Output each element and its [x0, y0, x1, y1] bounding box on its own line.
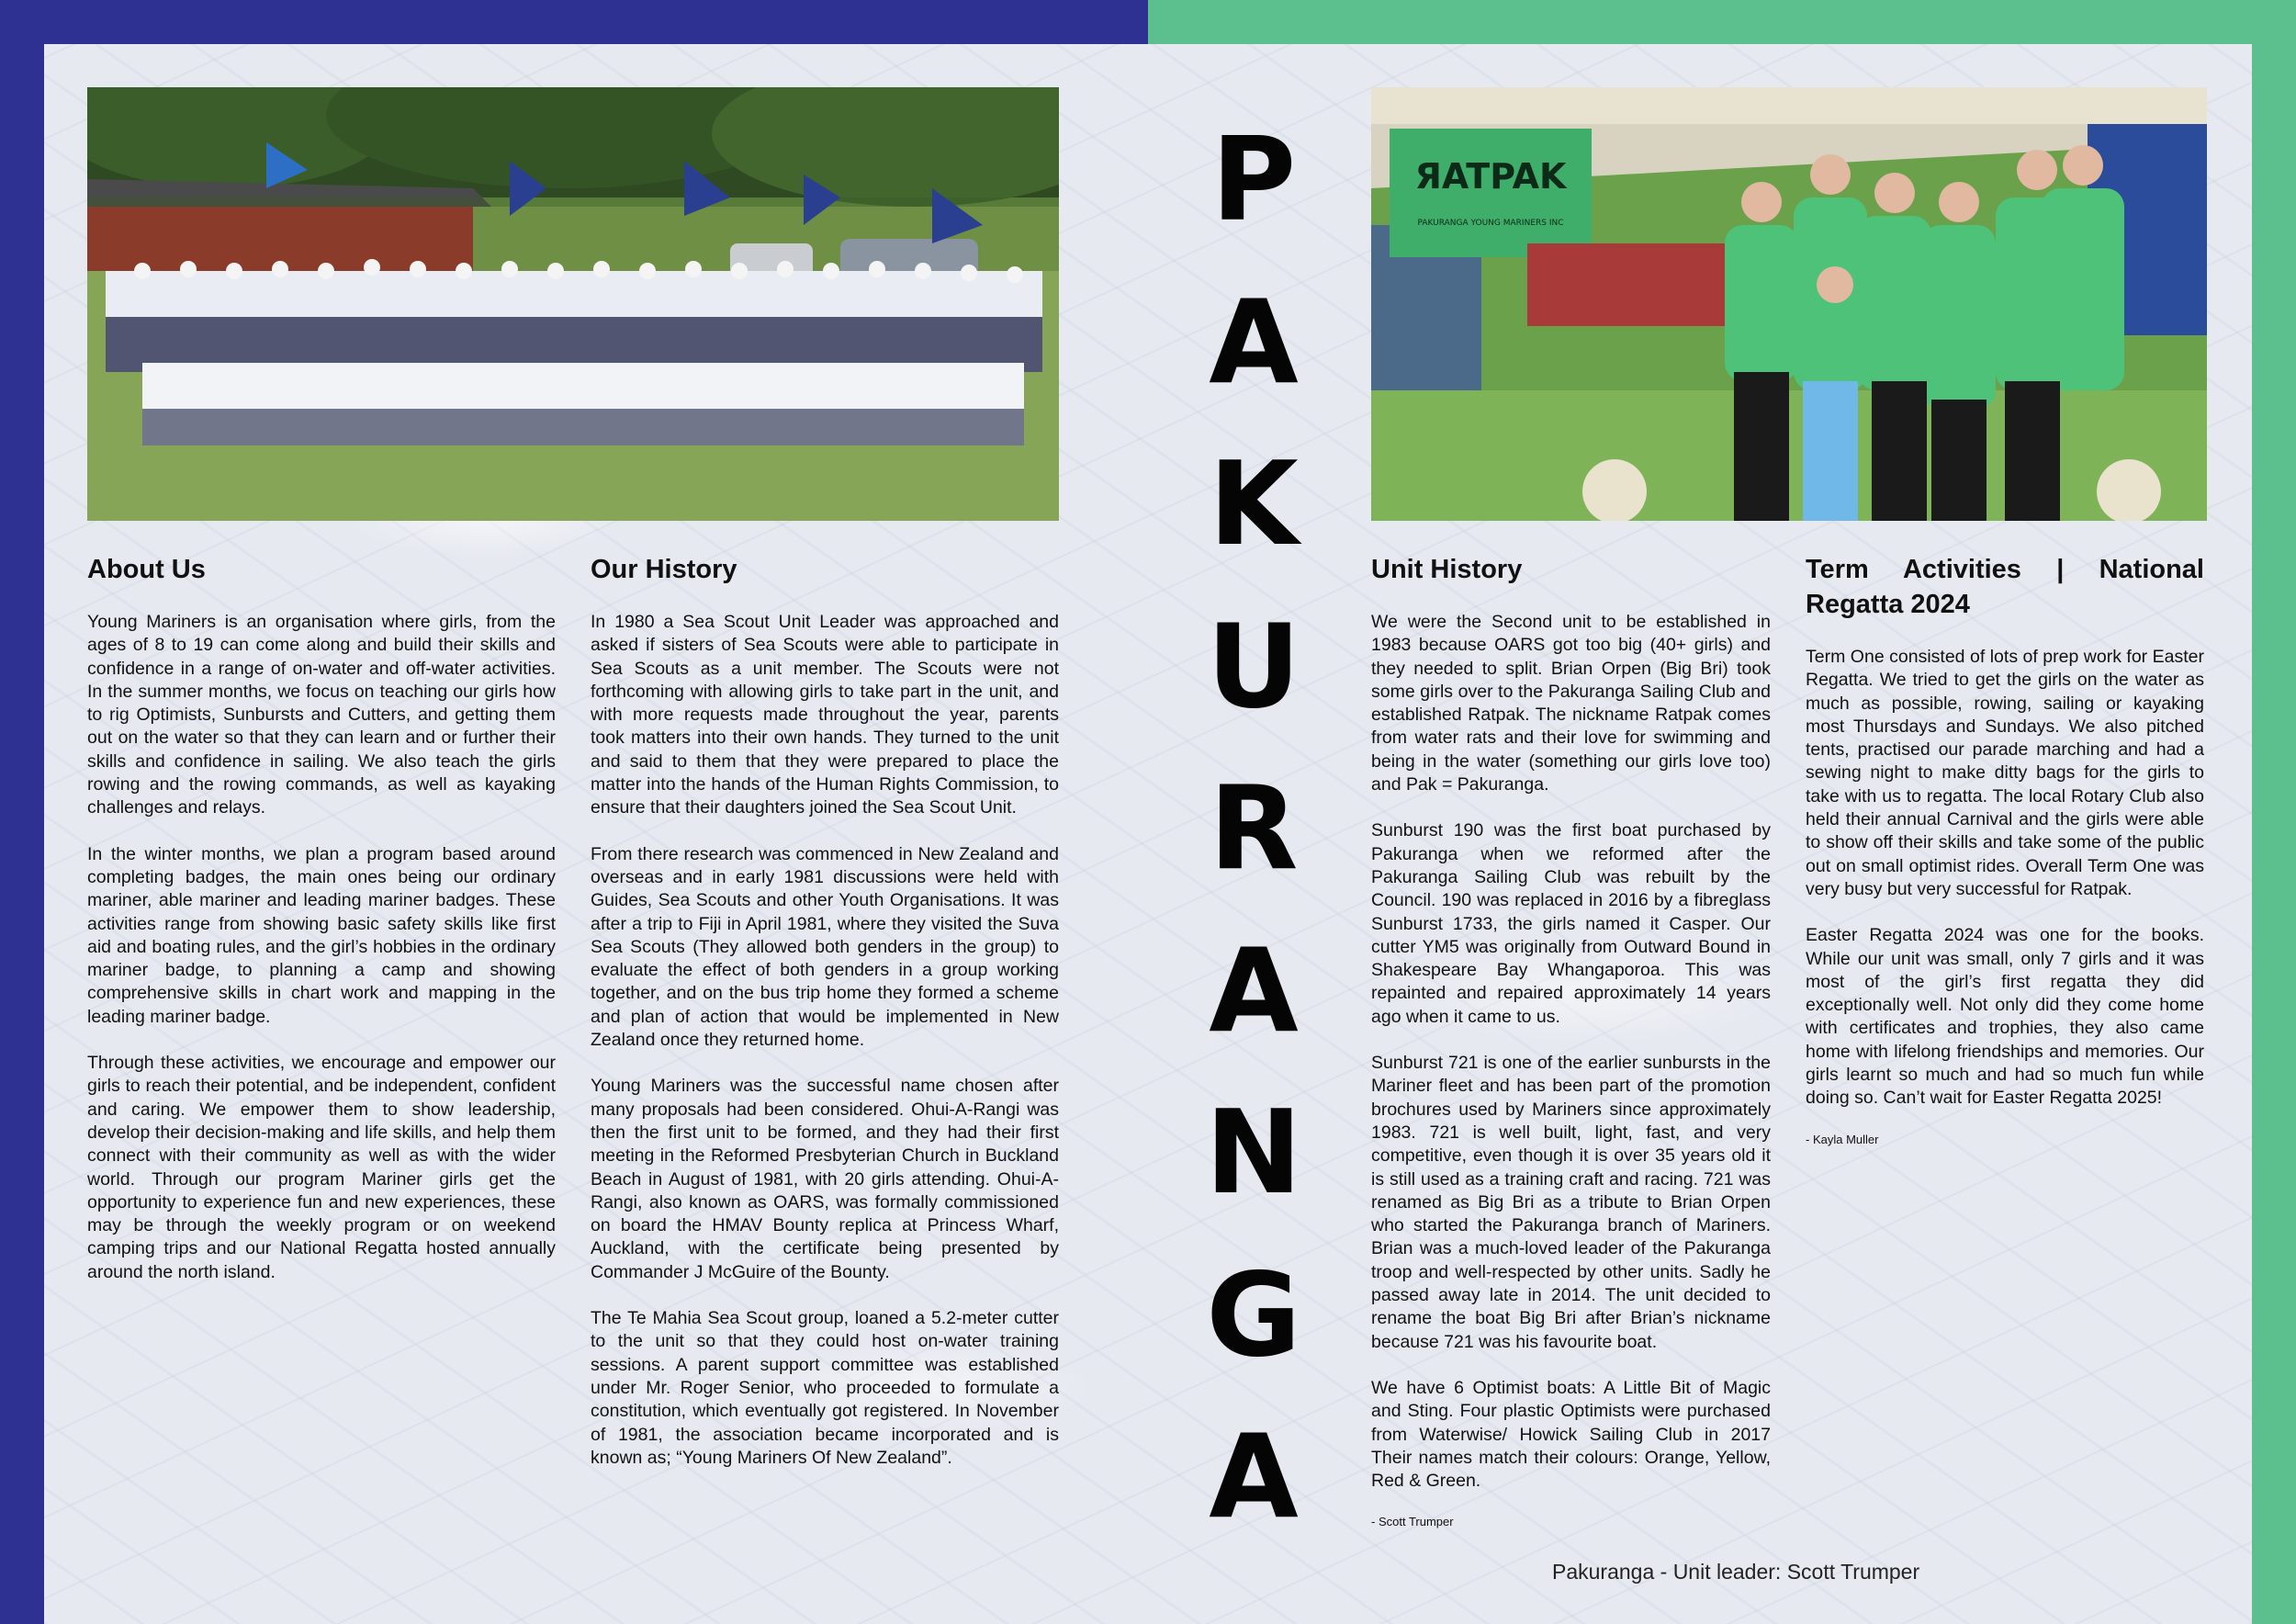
title-letter: A [1209, 922, 1299, 1058]
our-history-paragraph: Young Mariners was the successful name chosen after many proposals had been considered. Ohui-A-Rangi was then the first unit to be formed, and they had their first meeting in the Reformed Presbyterian Church in Buckland Beach in August of 1981, with 20 girls attending. Ohui-A-Rangi, also known as OARS, was formally commissioned on board the HMAV Bounty replica at Princess Wharf, Auckland, with the certificate being presented by Commander J McGuire of the Bounty. [591, 1076, 1059, 1282]
term-activities-section [1806, 552, 2204, 1174]
about-us-paragraph: In the winter months, we plan a program based around completing badges, the main ones being our ordinary mariner, able mariner and leading mariner badges. These activities range from showing basic safety skills like first aid and boating rules, and the girl’s hobbies in the ordinary mariner badge, to planning a camp and showing comprehensive skills in chart work and mapping in the leading mariner badge. [87, 843, 556, 1027]
title-letter: R [1209, 761, 1299, 896]
term-activities-signature: - Kayla Muller [1806, 1132, 1879, 1146]
page-footer: Pakuranga - Unit leader: Scott Trumper [1552, 1560, 1920, 1584]
unit-history-paragraph: We were the Second unit to be established in 1983 because OARS got too big (40+ girls) and they needed to split. Brian Orpen (Big Bri) took some girls over to the Pakuranga Sailing Club and established Ratpak. The nickname Ratpak comes from water rats and their love for swimming and being in the water (something our girls love too) and Pak = Pakuranga. [1371, 612, 1771, 795]
unit-history-section [1371, 552, 1771, 1557]
our-history-paragraph: From there research was commenced in New Zealand and overseas and in early 1981 discussions were held with Guides, Sea Scouts and other Youth Organisations. It was after a trip to Fiji in April 1981, where they visited the Suva Sea Scouts (They allowed both genders in the group) to evaluate the effect of both genders in a group working together, and on the bus trip home they formed a scheme and plan of action that would be implemented in New Zealand once they returned home. [591, 843, 1059, 1051]
ratpak-banner-subtitle: PAKURANGA YOUNG MARINERS INC [1417, 219, 1564, 228]
about-us-paragraph: Young Mariners is an organisation where girls, from the ages of 8 to 19 can come along and build their skills and confidence in a range of on-water and off-water activities. In the summer months, we focus on teaching our girls how to rig Optimists, Sunbursts and Cutters, and getting them out on the water so that they can learn and or further their skills and confidence in sailing. We also teach the girls rowing and the rowing commands, as well as kayaking challenges and relays. [87, 612, 556, 818]
about-us-paragraph: Through these activities, we encourage and empower our girls to reach their potential, and be independent, confident and caring. We empower them to show leadership, develop their decision-making and life skills, and help them connect with their community as well as with the wider world. Through our program Mariner girls get the opportunity to experience fun and new experiences, these may be through the weekly program or on weekend camping trips and our National Regatta hosted annually around the north island. [87, 1053, 556, 1282]
title-letter: G [1206, 1246, 1301, 1382]
title-letter: N [1205, 1085, 1302, 1220]
group-photo [87, 87, 1059, 521]
ratpak-banner-text: ЯATPAK [1414, 156, 1567, 197]
unit-history-paragraph: Sunburst 721 is one of the earlier sunbursts in the Mariner fleet and has been part of the promotion brochures used by Mariners since approximately 1983. 721 is well built, light, fast, and very competitive, even though it is over 35 years old it is still used as a training craft and racing. 721 was renamed as Big Bri as a tribute to Brian Orpen who started the Pakuranga branch of Mariners. Brian was a much-loved leader of the Pakuranga troop and well-respected by other units. Sadly he passed away late in 2014. The unit decided to rename the boat Big Bri after Brian’s nickname because 721 was his favourite boat. [1371, 1053, 1771, 1352]
unit-history-paragraph: Sunburst 190 was the first boat purchased by Pakuranga when we reformed after the Pakuranga Sailing Club was rebuilt by the Council. 190 was replaced in 2016 by a fibreglass Sunburst 1733, the girls named it Casper. Our cutter YM5 was originally from Outward Bound in Shakespeare Bay Whangaporoa. This was repainted and repaired approximately 14 years ago when it came to us. [1371, 820, 1771, 1027]
our-history-section [591, 552, 1059, 1493]
about-us-heading: About Us [87, 555, 206, 584]
title-letter: A [1209, 1409, 1299, 1544]
title-letter: K [1209, 436, 1299, 571]
term-activities-heading: Term Activities | National Regatta 2024 [1806, 555, 2204, 619]
title-letter: A [1209, 274, 1299, 410]
unit-history-heading: Unit History [1371, 555, 1523, 584]
about-us-section [87, 552, 556, 1307]
vertical-title-pakuranga [1203, 99, 1304, 1559]
title-letter: U [1206, 598, 1301, 734]
term-activities-paragraph: Easter Regatta 2024 was one for the books. While our unit was small, only 7 girls and it was most of the girl’s first regatta they did exceptionally well. Not only did they come home with certificates and trophies, they also came home with lifelong friendships and memories. Our girls learnt so much and had so much fun while doing so. Can’t wait for Easter Regatta 2025! [1806, 925, 2204, 1109]
ratpak-group-photo [1371, 87, 2207, 521]
unit-history-signature: - Scott Trumper [1371, 1515, 1454, 1529]
title-letter: P [1210, 112, 1297, 247]
our-history-paragraph: The Te Mahia Sea Scout group, loaned a 5.2-meter cutter to the unit so that they could host on-water training sessions. A parent support committee was established under Mr. Roger Senior, who proceeded to formulate a constitution, which eventually got registered. In November of 1981, the association became incorporated and is known as; “Young Mariners Of New Zealand”. [591, 1308, 1059, 1468]
unit-history-paragraph: We have 6 Optimist boats: A Little Bit of Magic and Sting. Four plastic Optimists were purchased from Waterwise/ Howick Sailing Club in 2017 Their names match their colours: Orange, Yellow, Red & Green. [1371, 1377, 1771, 1492]
our-history-paragraph: In 1980 a Sea Scout Unit Leader was approached and asked if sisters of Sea Scouts were able to participate in Sea Scouts as a unit member. The Scouts were not forthcoming with allowing girls to take part in the unit, and with more requests made throughout the year, parents took matters into their own hands. They turned to the unit and said to them that they were prepared to place the matter into the hands of the Human Rights Commission, to ensure that their daughters joined the Sea Scout Unit. [591, 612, 1059, 818]
term-activities-paragraph: Term One consisted of lots of prep work for Easter Regatta. We tried to get the girls on the water as much as possible, rowing, sailing or kayaking most Thursdays and Sundays. We also pitched tents, practised our parade marching and had a sewing night to make ditty bags for the girls to take with us to regatta. The local Rotary Club also held their annual Carnival and the girls were able to show off their skills and take some of the public out on small optimist rides. Overall Term One was very busy but very successful for Ratpak. [1806, 647, 2204, 899]
our-history-heading: Our History [591, 555, 737, 584]
